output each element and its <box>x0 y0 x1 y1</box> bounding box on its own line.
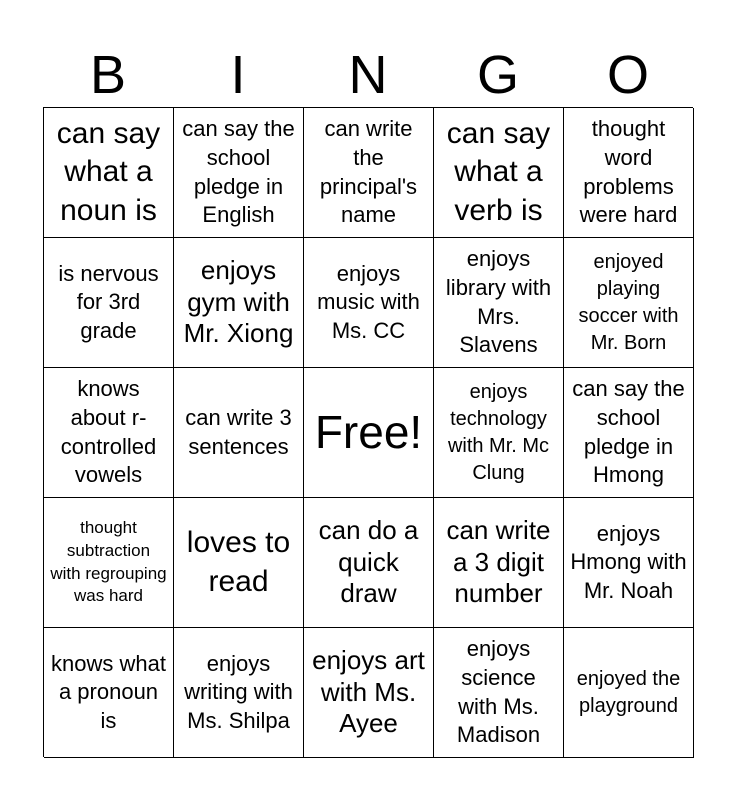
bingo-header <box>43 44 693 106</box>
bingo-cell-r5-c3[interactable] <box>304 628 434 758</box>
bingo-cell-free[interactable] <box>304 368 434 498</box>
header-letter-g: G <box>476 45 519 105</box>
bingo-cell-r2-c5[interactable] <box>564 238 694 368</box>
bingo-cell-r3-c2[interactable] <box>174 368 304 498</box>
bingo-cell-r1-c2[interactable] <box>174 108 304 238</box>
cell-text: enjoys technology with Mr. Mc Clung <box>447 380 550 484</box>
bingo-cell-r3-c1[interactable] <box>44 368 174 498</box>
cell-text: knows about r-controlled vowels <box>60 376 157 488</box>
bingo-cell-r1-c3[interactable] <box>304 108 434 238</box>
bingo-cell-r1-c1[interactable] <box>44 108 174 238</box>
header-letter-n: N <box>348 45 388 105</box>
header-letter-i: I <box>230 45 246 105</box>
bingo-cell-r2-c4[interactable] <box>434 238 564 368</box>
cell-text: can say what a verb is <box>446 116 551 227</box>
cell-text: enjoys Hmong with Mr. Noah <box>570 520 687 603</box>
cell-text: enjoys art with Ms. Ayee <box>312 644 425 739</box>
bingo-cell-r3-c4[interactable] <box>434 368 564 498</box>
cell-text: can say the school pledge in Hmong <box>572 376 685 488</box>
header-letter-o: O <box>606 45 649 105</box>
cell-text: can do a quick draw <box>318 514 419 609</box>
cell-text: loves to read <box>186 526 291 598</box>
bingo-cell-r5-c1[interactable] <box>44 628 174 758</box>
cell-text: thought word problems were hard <box>579 116 678 228</box>
cell-text: enjoys writing with Ms. Shilpa <box>184 650 293 733</box>
cell-text: is nervous for 3rd grade <box>58 260 159 343</box>
bingo-cell-r2-c2[interactable] <box>174 238 304 368</box>
bingo-cell-r5-c4[interactable] <box>434 628 564 758</box>
cell-text: enjoys library with Mrs. Slavens <box>445 246 552 358</box>
cell-text: enjoyed playing soccer with Mr. Born <box>578 250 679 354</box>
cell-text: can say what a noun is <box>56 116 161 227</box>
cell-text: can write 3 sentences <box>185 404 292 459</box>
header-letter-b: B <box>89 45 127 105</box>
bingo-cell-r3-c5[interactable] <box>564 368 694 498</box>
bingo-cell-r1-c4[interactable] <box>434 108 564 238</box>
cell-text: can say the school pledge in English <box>182 116 295 228</box>
cell-text: can write a 3 digit number <box>446 514 551 609</box>
bingo-cell-r4-c5[interactable] <box>564 498 694 628</box>
cell-text: enjoys science with Ms. Madison <box>456 636 541 748</box>
free-space-text: Free! <box>314 406 423 459</box>
bingo-cell-r4-c3[interactable] <box>304 498 434 628</box>
cell-text: knows what a pronoun is <box>51 650 166 733</box>
bingo-cell-r2-c3[interactable] <box>304 238 434 368</box>
bingo-cell-r2-c1[interactable] <box>44 238 174 368</box>
cell-text: can write the principal's name <box>319 116 418 228</box>
bingo-cell-r4-c1[interactable] <box>44 498 174 628</box>
cell-text: enjoys gym with Mr. Xiong <box>183 254 294 349</box>
bingo-cell-r5-c2[interactable] <box>174 628 304 758</box>
bingo-cell-r1-c5[interactable] <box>564 108 694 238</box>
cell-text: enjoyed the playground <box>576 667 681 717</box>
cell-text: thought subtraction with regrouping was hard <box>50 517 167 606</box>
cell-text: enjoys music with Ms. CC <box>317 260 420 343</box>
bingo-cell-r5-c5[interactable] <box>564 628 694 758</box>
bingo-board <box>43 107 693 757</box>
bingo-cell-r4-c4[interactable] <box>434 498 564 628</box>
bingo-cell-r4-c2[interactable] <box>174 498 304 628</box>
